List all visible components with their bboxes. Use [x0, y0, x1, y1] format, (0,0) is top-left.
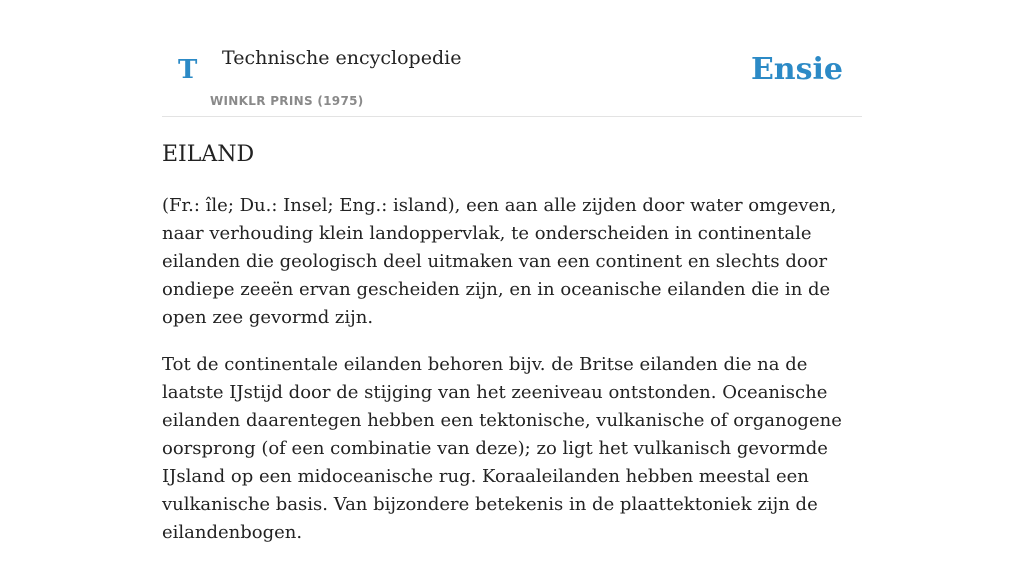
entry-body — [162, 192, 862, 566]
encyclopedia-source: WINKLR PRINS (1975) — [210, 94, 364, 108]
entry-headword: EILAND — [162, 142, 255, 167]
entry-paragraph: Tot de continentale eilanden behoren bijv. de Britse eilanden die na de laatste IJstijd door de stijging van het zeeniveau ontstonden. Oceanische eilanden daarentegen hebben een tektonische, vulkanische of organogene oorsprong (of een combinatie van deze); zo ligt het vulkanisch gevormde IJsland op een midoceanische rug. Koraaleilanden hebben meestal een vulkanische basis. Van bijzondere betekenis in de plaattektoniek zijn de eilandenbogen. — [162, 354, 842, 543]
header — [162, 0, 862, 117]
encyclopedia-title[interactable]: Technische encyclopedie — [222, 47, 462, 69]
encyclopedia-logo-icon[interactable]: T — [178, 55, 198, 85]
entry-paragraph: (Fr.: île; Du.: Insel; Eng.: island), een aan alle zijden door water omgeven, naar verhouding klein landoppervlak, te onderscheiden in continentale eilanden die geologisch deel uitmaken van een continent en slechts door ondiepe zeeën ervan gescheiden zijn, en in oceanische eilanden die in de open zee gevormd zijn. — [162, 195, 837, 328]
ensie-logo[interactable]: Ensie — [750, 52, 843, 87]
